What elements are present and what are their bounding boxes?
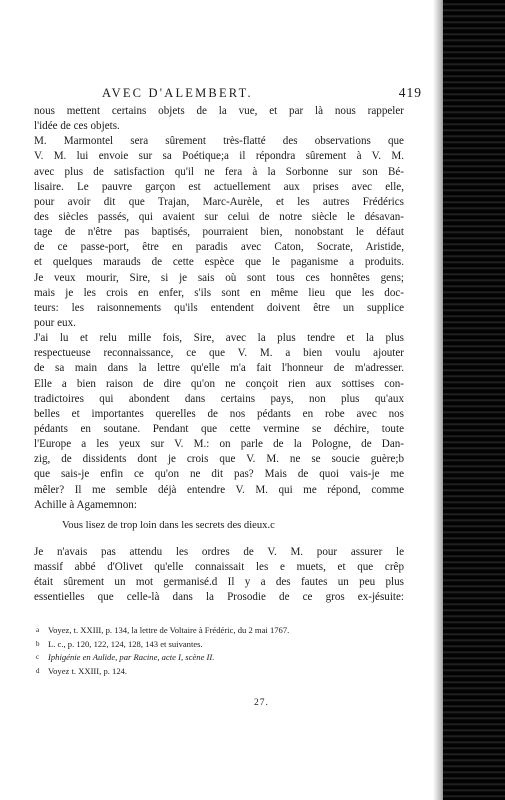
footnote-text: Voyez, t. XXIII, p. 134, la lettre de Voltaire à Frédéric, du 2 mai 1767. — [48, 625, 290, 635]
text-line: l'Europe a les yeux sur V. M.: on parle de la Pologne, de Dan- — [34, 438, 404, 451]
running-title: AVEC D'ALEMBERT. — [102, 86, 253, 100]
text-line: était sûrement un mot germanisé.d Il y a des fautes un peu plus — [34, 576, 404, 589]
text-line: nous mettent certains objets de la vue, et par là nous rappeler — [34, 105, 404, 117]
text-line: que sais-je enfin ce qu'on ne dit pas? Mais de quoi vais-je me — [34, 468, 404, 481]
text-line: pédants en soutane. Pendant que cette vermine se déchire, toute — [34, 422, 404, 435]
footnote-text: L. c., p. 120, 122, 124, 128, 143 et suivantes. — [48, 638, 203, 649]
text-line: tage de n'être pas baptisés, pourraient bien, nonobstant le défaut — [34, 226, 404, 239]
text-line: mais je les crois en enfer, s'ils sont en même lieu que les doc- — [34, 286, 404, 299]
text-line: respectueuse reconnaissance, ce que V. M. a bien voulu ajouter — [34, 347, 404, 360]
text-line: Je veux mourir, Sire, si je sais où sont tous ces honnêtes gens; — [34, 271, 404, 284]
footnote-mark: a — [36, 626, 40, 634]
page-number: 419 — [398, 85, 422, 100]
text-line: V. M. lui envoie sur sa Poétique;a il répondra sûrement à V. M. — [34, 150, 404, 163]
text-line: teurs: les raisonnements qu'ils entendent doivent être un supplice — [34, 301, 404, 314]
footnotes — [34, 624, 404, 678]
footnote-mark: b — [36, 639, 40, 648]
footnote-text: Voyez t. XXIII, p. 124. — [48, 665, 128, 676]
text-line: de ce passe-port, être en paradis avec Caton, Socrate, Aristide, — [34, 241, 404, 254]
text-line: Achille à Agamemnon: — [34, 498, 137, 511]
footnote — [34, 665, 404, 679]
scan-dark-edge — [443, 0, 505, 800]
text-line: l'idée de ces objets. — [34, 120, 120, 133]
body-text — [34, 104, 404, 606]
text-line: avec plus de satisfaction qu'il ne fera à la Sorbonne sur son Bé- — [34, 165, 404, 178]
text-line: M. Marmontel sera sûrement très-flatté des observations que — [34, 135, 404, 148]
text-line: des siècles passés, qui avaient sur celui de notre siècle le désavan- — [34, 210, 404, 223]
signature-mark: 27. — [254, 698, 269, 708]
text-line: essentielles que celle-là dans la Prosodie de ce gros ex-jésuite: — [34, 591, 404, 604]
text-line: de sa main dans la lettre qu'elle m'a fait l'honneur de m'adresser. — [34, 362, 404, 375]
text-line: lisaire. Le pauvre garçon est actuellement aux prises avec elle, — [34, 180, 404, 193]
footnote — [34, 638, 404, 652]
verse-quote: Vous lisez de trop loin dans les secrets des dieux.c — [62, 519, 275, 531]
text-line: zig, de dissidents dont je crois que V. M. ne se soucie guère;b — [34, 453, 404, 466]
text-line: tradictoires qui abondent dans certains pays, non plus qu'aux — [34, 392, 404, 405]
text-line: mêler? Il me semble déjà entendre V. M. qui me répond, comme — [34, 483, 404, 496]
text-line: Elle a bien raison de dire qu'on ne conçoit rien aux sottises con- — [34, 377, 404, 390]
text-line: pour avoir dit que Trajan, Marc-Aurèle, et les autres Frédérics — [34, 195, 404, 208]
text-line: massif abbé d'Olivet qu'elle connaissait les e muets, et que crêp — [34, 561, 404, 574]
text-line: et quelques marauds de cette espèce que le paganisme a produits. — [34, 256, 404, 269]
page-header — [40, 86, 432, 104]
footnote-mark: c — [36, 653, 40, 661]
text-line: pour eux. — [34, 316, 76, 329]
text-line: J'ai lu et relu mille fois, Sire, avec la plus tendre et la plus — [34, 332, 404, 345]
footnote — [34, 651, 404, 665]
footnote — [34, 624, 404, 638]
footnote-mark: d — [36, 666, 40, 675]
footnote-text: Iphigénie en Aulide, par Racine, acte I, scène II. — [48, 652, 215, 662]
text-line: belles et importantes querelles de nos pédants en robe avec nos — [34, 407, 404, 420]
text-line: Je n'avais pas attendu les ordres de V. M. pour assurer le — [34, 545, 404, 558]
